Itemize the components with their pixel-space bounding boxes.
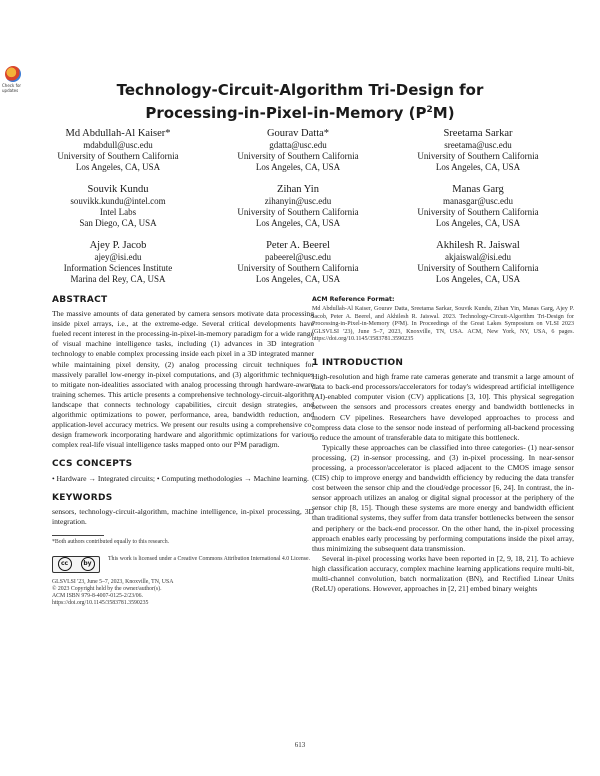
- left-column: [52, 295, 314, 608]
- author-email[interactable]: sreetama@usc.edu: [444, 140, 512, 150]
- author-affiliation: University of Southern California: [237, 263, 359, 273]
- paper-title: [40, 80, 560, 123]
- doi-link[interactable]: https://doi.org/10.1145/3583781.3590235: [52, 600, 149, 607]
- author-name: Md Abdullah-Al Kaiser*: [65, 128, 171, 139]
- author-affiliation: University of Southern California: [57, 151, 179, 161]
- crossmark-icon: [5, 66, 21, 82]
- author-location: Los Angeles, CA, USA: [435, 274, 521, 284]
- author-location: Los Angeles, CA, USA: [435, 218, 521, 228]
- author-affiliation: Intel Labs: [99, 207, 137, 217]
- author-name: Souvik Kundu: [87, 184, 149, 195]
- author-email[interactable]: souvikk.kundu@intel.com: [70, 196, 166, 206]
- abstract-heading: ABSTRACT: [52, 295, 108, 305]
- author-name: Peter A. Beerel: [266, 240, 330, 251]
- author-block: [28, 183, 208, 229]
- author-affiliation: University of Southern California: [417, 207, 539, 217]
- author-email[interactable]: zihanyin@usc.edu: [264, 196, 332, 206]
- author-block: [28, 127, 208, 173]
- author-affiliation: University of Southern California: [417, 263, 539, 273]
- author-location: Los Angeles, CA, USA: [255, 162, 341, 172]
- abstract-text: The massive amounts of data generated by camera sensors motivate data processing inside pixel arrays, i.e., at the extreme-edge. Several critical developments have fueled recent interest in the processing-in-pixel-in-memory paradigm for a wide range of visual machine intelligence tasks, including (1) advances in 3D integration technology to enable complex processing inside each pixel in a 3D integrated manner while maintaining pixel density, (2) analog processing circuit techniques for massively parallel low-energy in-pixel computations, and (3) algorithmic techniques to mitigate non-idealities associated with analog processing through hardware-aware training schemes. This article presents a comprehensive technology-circuit-algorithm landscape that connects technology capabilities, circuit design strategies, and algorithmic optimizations to power, performance, area, bandwidth reduction, and application-level accuracy metrics. We present our results using a comprehensive co-design framework incorporating hardware and algorithmic optimizations for various complex real-life visual intelligence tasks mapped onto our P²M paradigm.: [52, 309, 314, 450]
- author-email[interactable]: pabeerel@usc.edu: [264, 252, 331, 262]
- check-for-updates-badge[interactable]: [2, 66, 24, 96]
- author-email[interactable]: gdatta@usc.edu: [269, 140, 327, 150]
- author-location: San Diego, CA, USA: [79, 218, 157, 228]
- author-affiliation: University of Southern California: [237, 151, 359, 161]
- author-name: Zihan Yin: [277, 184, 319, 195]
- author-block: [208, 183, 388, 229]
- author-location: Los Angeles, CA, USA: [255, 218, 341, 228]
- author-name: Sreetama Sarkar: [443, 128, 513, 139]
- author-name: Gourav Datta*: [266, 128, 330, 139]
- author-block: [208, 239, 388, 285]
- acm-reference-text: Md Abdullah-Al Kaiser, Gourav Datta, Sreetama Sarkar, Souvik Kundu, Zihan Yin, Manas Garg, Ajey P. Jacob, Peter A. Beerel, and Akhilesh R. Jaiswal. 2023. Technology-Circuit-Algorithm Tri-Design for Processing-in-Pixel-in-Memory (P²M). In Proceedings of the Great Lakes Symposium on VLSI 2023 (GLSVLSI '23), June 5–7, 2023, Knoxville, TN, USA. ACM, New York, NY, USA, 6 pages. https://doi.org/10.1145/3583781.3590235: [312, 306, 574, 343]
- page-number: 613: [294, 741, 306, 749]
- author-block: [388, 127, 568, 173]
- publication-meta: [52, 579, 314, 608]
- creative-commons-icon[interactable]: [52, 556, 100, 573]
- author-email[interactable]: akjaiswal@isi.edu: [444, 252, 512, 262]
- author-affiliation: University of Southern California: [237, 207, 359, 217]
- meta-line: © 2023 Copyright held by the owner/author(s).: [52, 586, 162, 593]
- author-name: Akhilesh R. Jaiswal: [436, 240, 520, 251]
- author-block: [28, 239, 208, 285]
- author-block: [208, 127, 388, 173]
- cc-icon: cc: [58, 557, 72, 571]
- introduction-heading: 1 INTRODUCTION: [312, 358, 404, 369]
- intro-paragraph: High-resolution and high frame rate cameras generate and transmit a large amount of data to back-end processors/accelerators for today's widespread artificial intelligence (AI)-enabled computer vision (CV) applications [3, 10]. This physical segregation between the sensors and processors creates energy and bandwidth bottlenecks in modern CV pipelines. Researchers have developed approaches to process and compress data close to the sensor node instead of performing all-backend processing to reduce the amount of transferable data to mitigate this bottleneck.: [312, 372, 574, 442]
- right-column: [312, 295, 574, 594]
- author-name: Ajey P. Jacob: [89, 240, 147, 251]
- meta-line: ACM ISBN 979-8-4007-0125-2/23/06.: [52, 593, 143, 600]
- author-email[interactable]: mdabdull@usc.edu: [83, 140, 153, 150]
- author-grid: [28, 127, 568, 285]
- author-email[interactable]: manasgar@usc.edu: [442, 196, 513, 206]
- intro-paragraph: Several in-pixel processing works have been reported in [2, 9, 18, 21]. To achieve high classification accuracy, complex machine learning applications require multi-bit, multi-channel convolution, batch normalization (BN), and Rectified Linear Units (ReLU) operations. However, approaches in [2, 21] embed binary weights: [312, 553, 574, 594]
- title-line-2: Processing-in-Pixel-in-Memory $(P^2M)$: [145, 104, 455, 122]
- acm-reference-heading: ACM Reference Format:: [312, 296, 395, 303]
- title-line-1: Technology-Circuit-Algorithm Tri-Design for: [116, 81, 484, 99]
- author-location: Los Angeles, CA, USA: [75, 162, 161, 172]
- author-email[interactable]: ajey@isi.edu: [94, 252, 142, 262]
- author-affiliation: University of Southern California: [417, 151, 539, 161]
- author-block: [388, 183, 568, 229]
- author-location: Los Angeles, CA, USA: [255, 274, 341, 284]
- author-name: Manas Garg: [452, 184, 504, 195]
- footnote-divider: [52, 535, 104, 536]
- author-block: [388, 239, 568, 285]
- badge-label: Check for updates: [2, 83, 22, 93]
- intro-paragraph: Typically these approaches can be classified into three categories- (1) near-sensor processing, (2) in-sensor processing, and (3) in-pixel processing. In near-sensor processing, a processor/accelerator is placed adjacent to the CMOS image sensor (CIS) chip to improve energy and bandwidth efficiency by reducing the data transfer cost between the sensor chip and the cloud/edge processor [6, 24]. In contrast, the in-sensor approach utilizes an analog or digital signal processor at the periphery of the sensor chip [8, 15]. Though these systems are more energy and bandwidth efficient than traditional systems, they suffer from data transfer bottlenecks between the sensor and periphery or the back-end processor. On the other hand, the in-pixel processing approach enables early processing by performing computations inside the pixel array, thus minimizing the subsequent data transmission.: [312, 442, 574, 553]
- meta-line: GLSVLSI '23, June 5–7, 2023, Knoxville, TN, USA: [52, 578, 174, 585]
- author-location: Los Angeles, CA, USA: [435, 162, 521, 172]
- ccs-text: • Hardware → Integrated circuits; • Computing methodologies → Machine learning.: [52, 473, 309, 483]
- ccs-heading: CCS CONCEPTS: [52, 459, 133, 470]
- keywords-heading: KEYWORDS: [52, 492, 113, 503]
- license-text: This work is licensed under a Creative Commons Attribution International 4.0 License.: [108, 555, 311, 562]
- keywords-text: sensors, technology-circuit-algorithm, machine intelligence, in-pixel processing, 3D integration.: [52, 506, 314, 526]
- license-block: [52, 556, 314, 573]
- author-affiliation: Information Sciences Institute: [63, 263, 173, 273]
- by-icon: by: [81, 557, 95, 571]
- author-location: Marina del Rey, CA, USA: [70, 274, 166, 284]
- footnote: *Both authors contributed equally to this research.: [52, 538, 170, 545]
